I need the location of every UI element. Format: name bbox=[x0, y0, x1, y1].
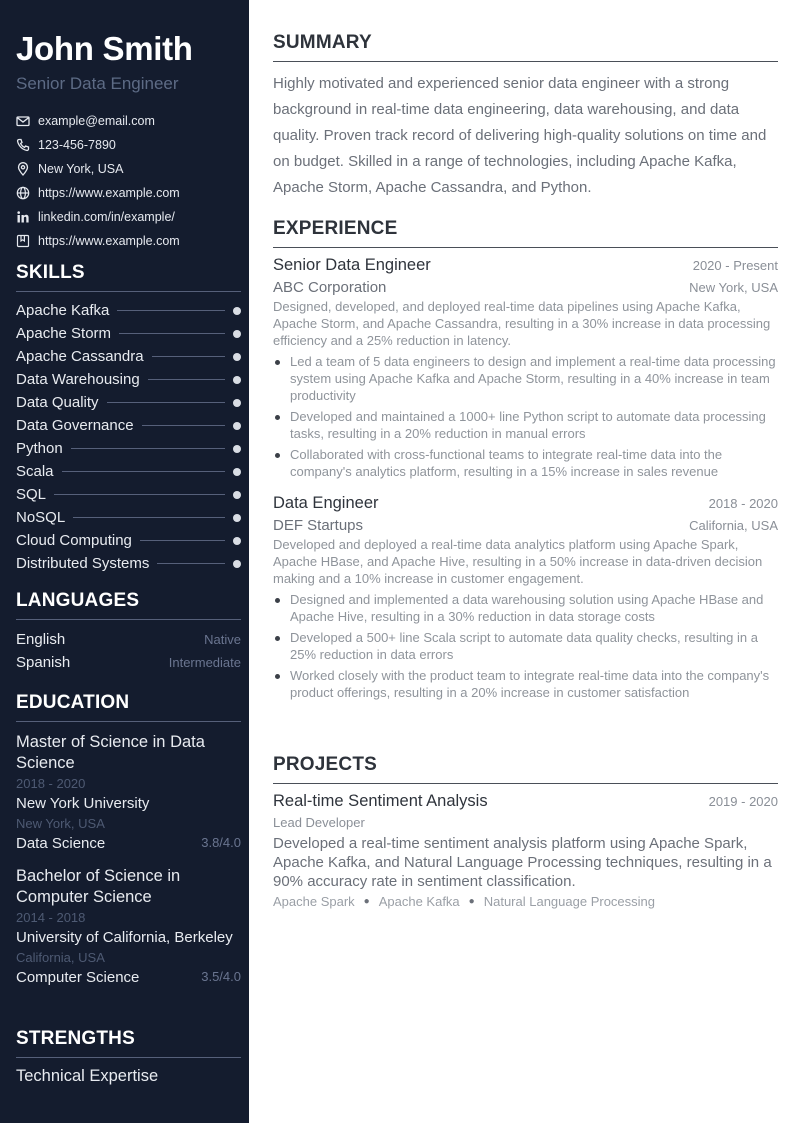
job-title: Senior Data Engineer bbox=[273, 256, 431, 274]
contact-email[interactable] bbox=[16, 109, 241, 133]
contact-linkedin-text: linkedin.com/in/example/ bbox=[38, 210, 175, 224]
language-name: Spanish bbox=[16, 654, 71, 671]
language-level: Intermediate bbox=[168, 655, 241, 670]
phone-icon bbox=[16, 138, 30, 152]
experience-section bbox=[273, 218, 778, 705]
skill-label: Python bbox=[16, 440, 63, 457]
skill-line bbox=[107, 402, 225, 403]
job-bullet: Led a team of 5 data engineers to design and implement a real-time data processing system using Apache Kafka and Apache Storm, resulting in a 40% increase in team productivity bbox=[273, 353, 778, 404]
project-tag: Apache Kafka bbox=[378, 894, 460, 909]
skill-line bbox=[157, 563, 225, 564]
summary-section bbox=[273, 32, 778, 201]
skill-line bbox=[73, 517, 225, 518]
tag-separator: ● bbox=[363, 896, 370, 907]
skill-line bbox=[71, 448, 225, 449]
globe-icon bbox=[16, 186, 30, 200]
contact-website-text: https://www.example.com bbox=[38, 186, 180, 200]
education-school: University of California, Berkeley bbox=[16, 929, 233, 946]
skill-label: Apache Storm bbox=[16, 325, 112, 342]
job-bullet: Designed and implemented a data warehousing solution using Apache HBase and Apache Hive, resulting in a 30% reduction in data storage costs bbox=[273, 591, 778, 625]
skill-dot bbox=[233, 491, 241, 499]
project-header bbox=[273, 792, 778, 811]
skill-line bbox=[117, 310, 225, 311]
project-description: Developed a real-time sentiment analysis platform using Apache Spark, Apache Kafka, and Natural Language Processing techniques, resulting in a 90% accuracy rate in sentiment classification. bbox=[273, 835, 772, 890]
skill-line bbox=[152, 356, 225, 357]
language-item bbox=[16, 628, 241, 651]
skill-item bbox=[16, 529, 241, 552]
language-level: Native bbox=[204, 632, 241, 647]
linkedin-icon bbox=[16, 210, 30, 224]
education-item bbox=[16, 732, 241, 852]
skill-item bbox=[16, 299, 241, 322]
skill-dot bbox=[233, 353, 241, 361]
skill-line bbox=[142, 425, 225, 426]
contact-website[interactable] bbox=[16, 181, 241, 205]
job-company: DEF Startups bbox=[273, 517, 364, 534]
job-description: Developed and deployed a real-time data analytics platform using Apache Spark, Apache HBase, and Apache Hive, resulting in a 50% increase in data-driven decision making and a 10% increase in customer engagement. bbox=[273, 537, 763, 586]
skill-label: Apache Cassandra bbox=[16, 348, 144, 365]
skill-dot bbox=[233, 330, 241, 338]
job-location: New York, USA bbox=[689, 280, 778, 295]
project-tags bbox=[273, 894, 778, 909]
contact-portfolio[interactable] bbox=[16, 229, 241, 253]
education-field: Computer Science bbox=[16, 969, 140, 986]
candidate-headline: Senior Data Engineer bbox=[16, 74, 179, 93]
skill-line bbox=[54, 494, 225, 495]
language-name: English bbox=[16, 631, 66, 648]
location-pin-icon bbox=[16, 162, 30, 176]
skill-dot bbox=[233, 445, 241, 453]
skill-line bbox=[148, 379, 225, 380]
skill-item bbox=[16, 552, 241, 575]
contact-portfolio-text: https://www.example.com bbox=[38, 234, 180, 248]
education-dates: 2014 - 2018 bbox=[16, 910, 86, 925]
project-dates: 2019 - 2020 bbox=[708, 794, 778, 809]
project-entry bbox=[273, 792, 778, 909]
education-field-row bbox=[16, 969, 241, 986]
projects-section bbox=[273, 754, 778, 909]
project-title: Real-time Sentiment Analysis bbox=[273, 792, 488, 810]
job-location: California, USA bbox=[689, 518, 778, 533]
skill-dot bbox=[233, 560, 241, 568]
skill-dot bbox=[233, 422, 241, 430]
job-dates: 2018 - 2020 bbox=[708, 496, 778, 511]
job-header bbox=[273, 494, 778, 513]
languages-list bbox=[16, 628, 241, 674]
projects-title: PROJECTS bbox=[273, 754, 778, 784]
languages-title: LANGUAGES bbox=[16, 590, 241, 620]
job-bullet: Worked closely with the product team to integrate real-time data into the company's product offerings, resulting in a 20% increase in customer satisfaction bbox=[273, 667, 778, 701]
skill-item bbox=[16, 506, 241, 529]
contact-location bbox=[16, 157, 241, 181]
job-description: Designed, developed, and deployed real-time data pipelines using Apache Kafka, Apache Storm, and Apache Cassandra, resulting in a 30% increase in data processing efficiency and a 25% reduction in latency. bbox=[273, 299, 771, 348]
skill-label: SQL bbox=[16, 486, 47, 503]
project-tag: Apache Spark bbox=[273, 894, 355, 909]
skills-section bbox=[16, 262, 241, 575]
education-section bbox=[16, 692, 241, 1000]
job-company-row bbox=[273, 279, 778, 296]
skill-dot bbox=[233, 399, 241, 407]
skill-dot bbox=[233, 537, 241, 545]
education-gpa: 3.5/4.0 bbox=[201, 969, 241, 984]
job-bullet: Developed a 500+ line Scala script to automate data quality checks, resulting in a 25% reduction in data errors bbox=[273, 629, 778, 663]
skill-label: Apache Kafka bbox=[16, 302, 110, 319]
education-school: New York University bbox=[16, 795, 150, 812]
skill-dot bbox=[233, 468, 241, 476]
skill-label: Data Governance bbox=[16, 417, 134, 434]
education-title: EDUCATION bbox=[16, 692, 241, 722]
job-dates: 2020 - Present bbox=[692, 258, 778, 273]
project-role: Lead Developer bbox=[273, 815, 365, 830]
job-company-row bbox=[273, 517, 778, 534]
bookmark-icon bbox=[16, 234, 30, 248]
job-title: Data Engineer bbox=[273, 494, 379, 512]
job-bullet: Developed and maintained a 1000+ line Python script to automate data processing tasks, resulting in a 20% reduction in manual errors bbox=[273, 408, 778, 442]
summary-title: SUMMARY bbox=[273, 32, 778, 62]
skill-label: Distributed Systems bbox=[16, 555, 150, 572]
job-bullets bbox=[273, 353, 778, 480]
education-degree: Bachelor of Science in Computer Science bbox=[16, 867, 181, 906]
strength-item: Technical Expertise bbox=[16, 1067, 159, 1085]
job-entry bbox=[273, 256, 778, 480]
job-company: ABC Corporation bbox=[273, 279, 387, 296]
skill-item bbox=[16, 460, 241, 483]
contact-phone[interactable] bbox=[16, 133, 241, 157]
education-field: Data Science bbox=[16, 835, 106, 852]
job-bullets bbox=[273, 591, 778, 701]
contact-email-text: example@email.com bbox=[38, 114, 155, 128]
candidate-name: John Smith bbox=[16, 30, 193, 67]
skill-item bbox=[16, 368, 241, 391]
education-location: New York, USA bbox=[16, 816, 105, 831]
skill-dot bbox=[233, 376, 241, 384]
sidebar bbox=[0, 0, 249, 1123]
email-icon bbox=[16, 114, 30, 128]
summary-text: Highly motivated and experienced senior data engineer with a strong background in real-time data engineering, data warehousing, and data quality. Proven track record of delivering high-quality solutions on time and on budget. Skilled in a range of technologies, including Apache Kafka, Apache Storm, Apache Cassandra, and Python. bbox=[273, 75, 767, 196]
strengths-title: STRENGTHS bbox=[16, 1028, 241, 1058]
skill-item bbox=[16, 391, 241, 414]
skill-item bbox=[16, 483, 241, 506]
education-degree: Master of Science in Data Science bbox=[16, 733, 205, 772]
job-header bbox=[273, 256, 778, 275]
skill-item bbox=[16, 414, 241, 437]
skill-dot bbox=[233, 514, 241, 522]
education-gpa: 3.8/4.0 bbox=[201, 835, 241, 850]
job-entry bbox=[273, 494, 778, 701]
skill-item bbox=[16, 437, 241, 460]
education-list bbox=[16, 732, 241, 986]
education-location: California, USA bbox=[16, 950, 105, 965]
skill-label: NoSQL bbox=[16, 509, 66, 526]
skill-item bbox=[16, 322, 241, 345]
strengths-section bbox=[16, 1028, 241, 1086]
project-tag: Natural Language Processing bbox=[483, 894, 655, 909]
skills-title: SKILLS bbox=[16, 262, 241, 292]
skill-label: Data Quality bbox=[16, 394, 99, 411]
contact-list bbox=[16, 109, 241, 253]
tag-separator: ● bbox=[468, 896, 475, 907]
language-item bbox=[16, 651, 241, 674]
skill-line bbox=[62, 471, 225, 472]
experience-title: EXPERIENCE bbox=[273, 218, 778, 248]
skill-label: Scala bbox=[16, 463, 54, 480]
skills-list bbox=[16, 299, 241, 575]
skill-dot bbox=[233, 307, 241, 315]
education-field-row bbox=[16, 835, 241, 852]
job-bullet: Collaborated with cross-functional teams to integrate real-time data into the company's analytics platform, resulting in a 15% increase in sales revenue bbox=[273, 446, 778, 480]
languages-section bbox=[16, 590, 241, 674]
skill-line bbox=[119, 333, 225, 334]
education-dates: 2018 - 2020 bbox=[16, 776, 86, 791]
skill-label: Cloud Computing bbox=[16, 532, 132, 549]
skill-item bbox=[16, 345, 241, 368]
contact-phone-text: 123-456-7890 bbox=[38, 138, 116, 152]
skill-label: Data Warehousing bbox=[16, 371, 140, 388]
skill-line bbox=[140, 540, 225, 541]
contact-location-text: New York, USA bbox=[38, 162, 124, 176]
contact-linkedin[interactable] bbox=[16, 205, 241, 229]
education-item bbox=[16, 866, 241, 986]
